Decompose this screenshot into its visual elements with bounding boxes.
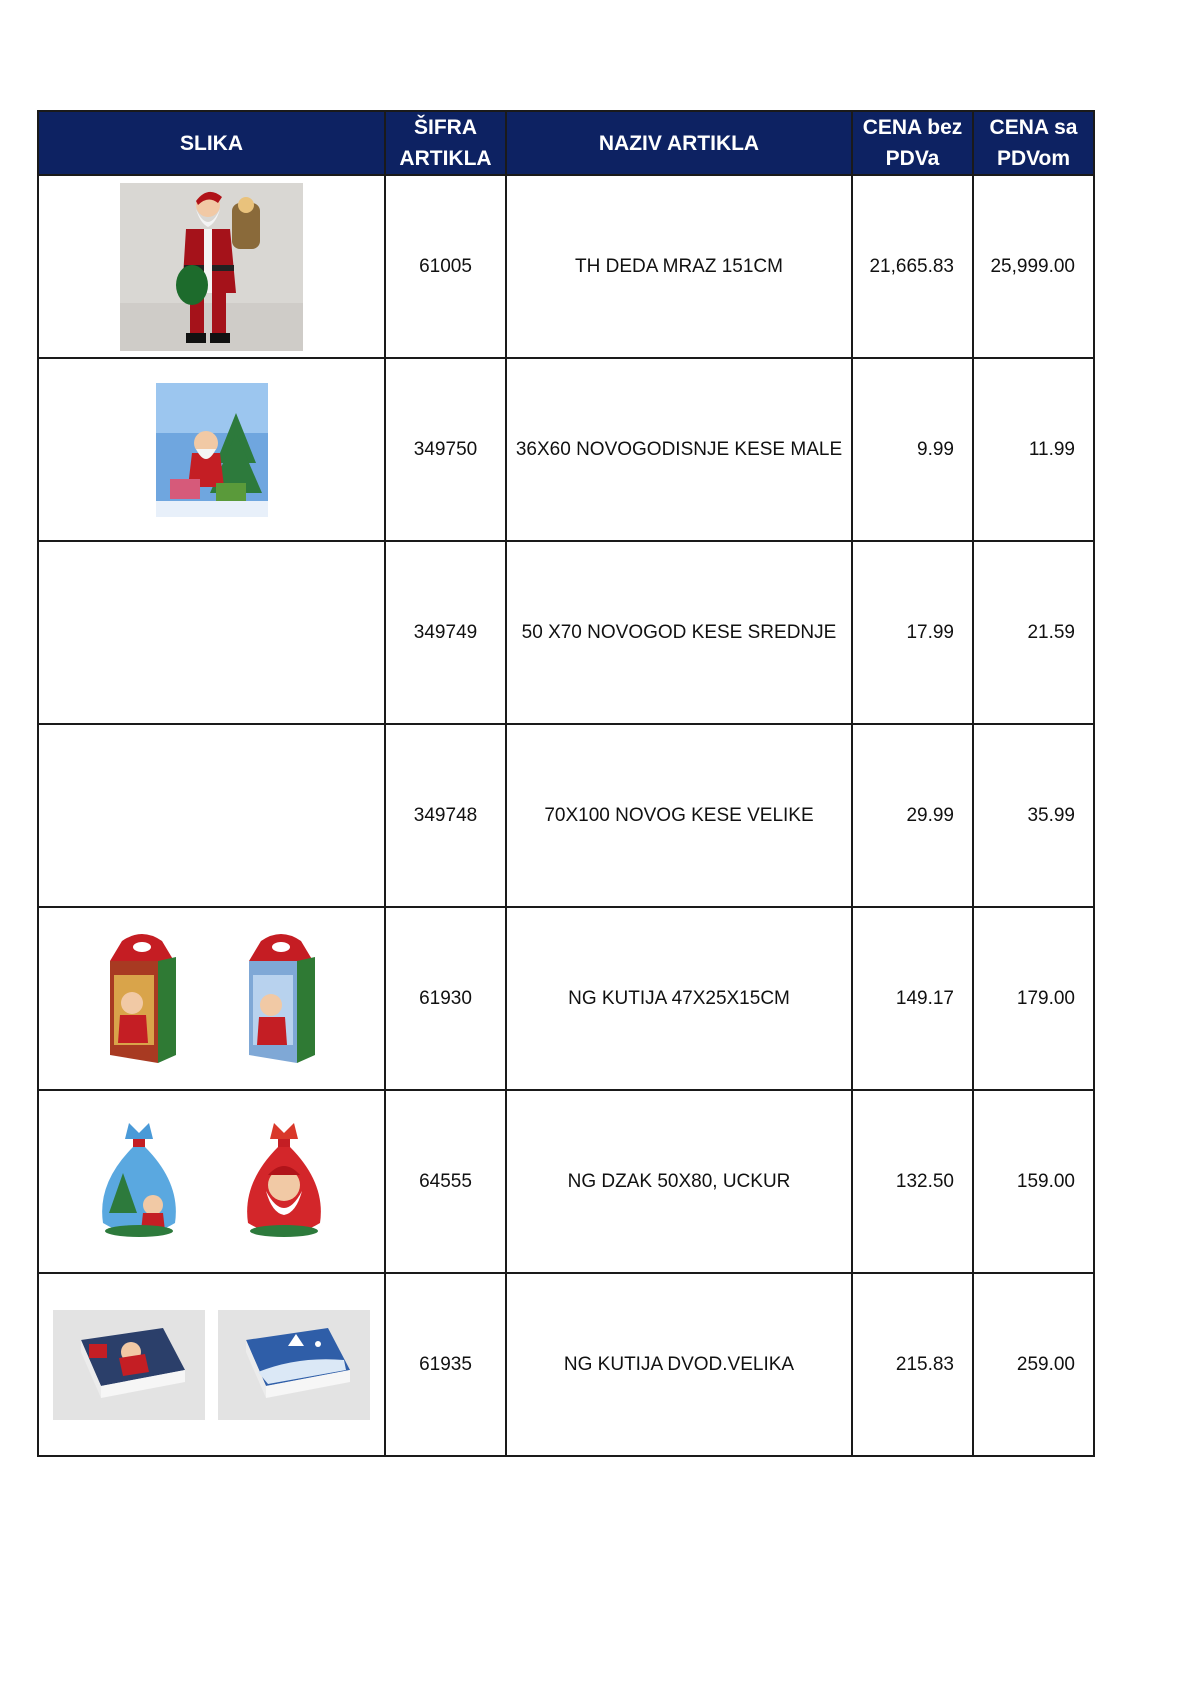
header-code: ŠIFRA ARTIKLA [385, 111, 506, 175]
price-gross: 259.00 [973, 1273, 1094, 1456]
price-gross: 159.00 [973, 1090, 1094, 1273]
product-code: 349748 [385, 724, 506, 907]
product-code: 61935 [385, 1273, 506, 1456]
header-name: NAZIV ARTIKLA [506, 111, 852, 175]
product-image-cell [38, 541, 385, 724]
product-code: 349750 [385, 358, 506, 541]
red-gift-box-photo [102, 931, 182, 1067]
blue-flat-box-photo [218, 1310, 370, 1420]
product-code: 61005 [385, 175, 506, 358]
product-code: 349749 [385, 541, 506, 724]
price-gross: 179.00 [973, 907, 1094, 1090]
price-net: 215.83 [852, 1273, 973, 1456]
table-header-row [38, 111, 1094, 175]
table-row [38, 724, 1094, 907]
price-net: 149.17 [852, 907, 973, 1090]
table-row [38, 358, 1094, 541]
price-gross: 25,999.00 [973, 175, 1094, 358]
table-row [38, 541, 1094, 724]
product-name: NG KUTIJA 47X25X15CM [506, 907, 852, 1090]
santa-figure-photo [120, 183, 303, 351]
price-gross: 11.99 [973, 358, 1094, 541]
red-flat-box-photo [53, 1310, 205, 1420]
red-gift-sack-photo [242, 1123, 326, 1241]
product-image-cell [38, 1090, 385, 1273]
header-image: SLIKA [38, 111, 385, 175]
price-list-table [37, 110, 1095, 1457]
price-gross: 21.59 [973, 541, 1094, 724]
price-net: 9.99 [852, 358, 973, 541]
table-row [38, 907, 1094, 1090]
product-image-cell [38, 358, 385, 541]
price-net: 132.50 [852, 1090, 973, 1273]
product-code: 61930 [385, 907, 506, 1090]
product-name: 70X100 NOVOG KESE VELIKE [506, 724, 852, 907]
table-row [38, 1090, 1094, 1273]
product-name: 50 X70 NOVOGOD KESE SREDNJE [506, 541, 852, 724]
product-name: TH DEDA MRAZ 151CM [506, 175, 852, 358]
blue-gift-box-photo [241, 931, 321, 1067]
product-name: NG KUTIJA DVOD.VELIKA [506, 1273, 852, 1456]
price-net: 21,665.83 [852, 175, 973, 358]
price-net: 29.99 [852, 724, 973, 907]
product-image-cell [38, 1273, 385, 1456]
table-row [38, 1273, 1094, 1456]
price-gross: 35.99 [973, 724, 1094, 907]
header-price-gross: CENA sa PDVom [973, 111, 1094, 175]
header-price-net: CENA bez PDVa [852, 111, 973, 175]
product-code: 64555 [385, 1090, 506, 1273]
product-image-cell [38, 724, 385, 907]
christmas-bag-photo [156, 383, 268, 517]
product-name: 36X60 NOVOGODISNJE KESE MALE [506, 358, 852, 541]
product-name: NG DZAK 50X80, UCKUR [506, 1090, 852, 1273]
price-net: 17.99 [852, 541, 973, 724]
product-image-cell [38, 907, 385, 1090]
blue-gift-sack-photo [97, 1123, 181, 1241]
table-row [38, 175, 1094, 358]
product-image-cell [38, 175, 385, 358]
